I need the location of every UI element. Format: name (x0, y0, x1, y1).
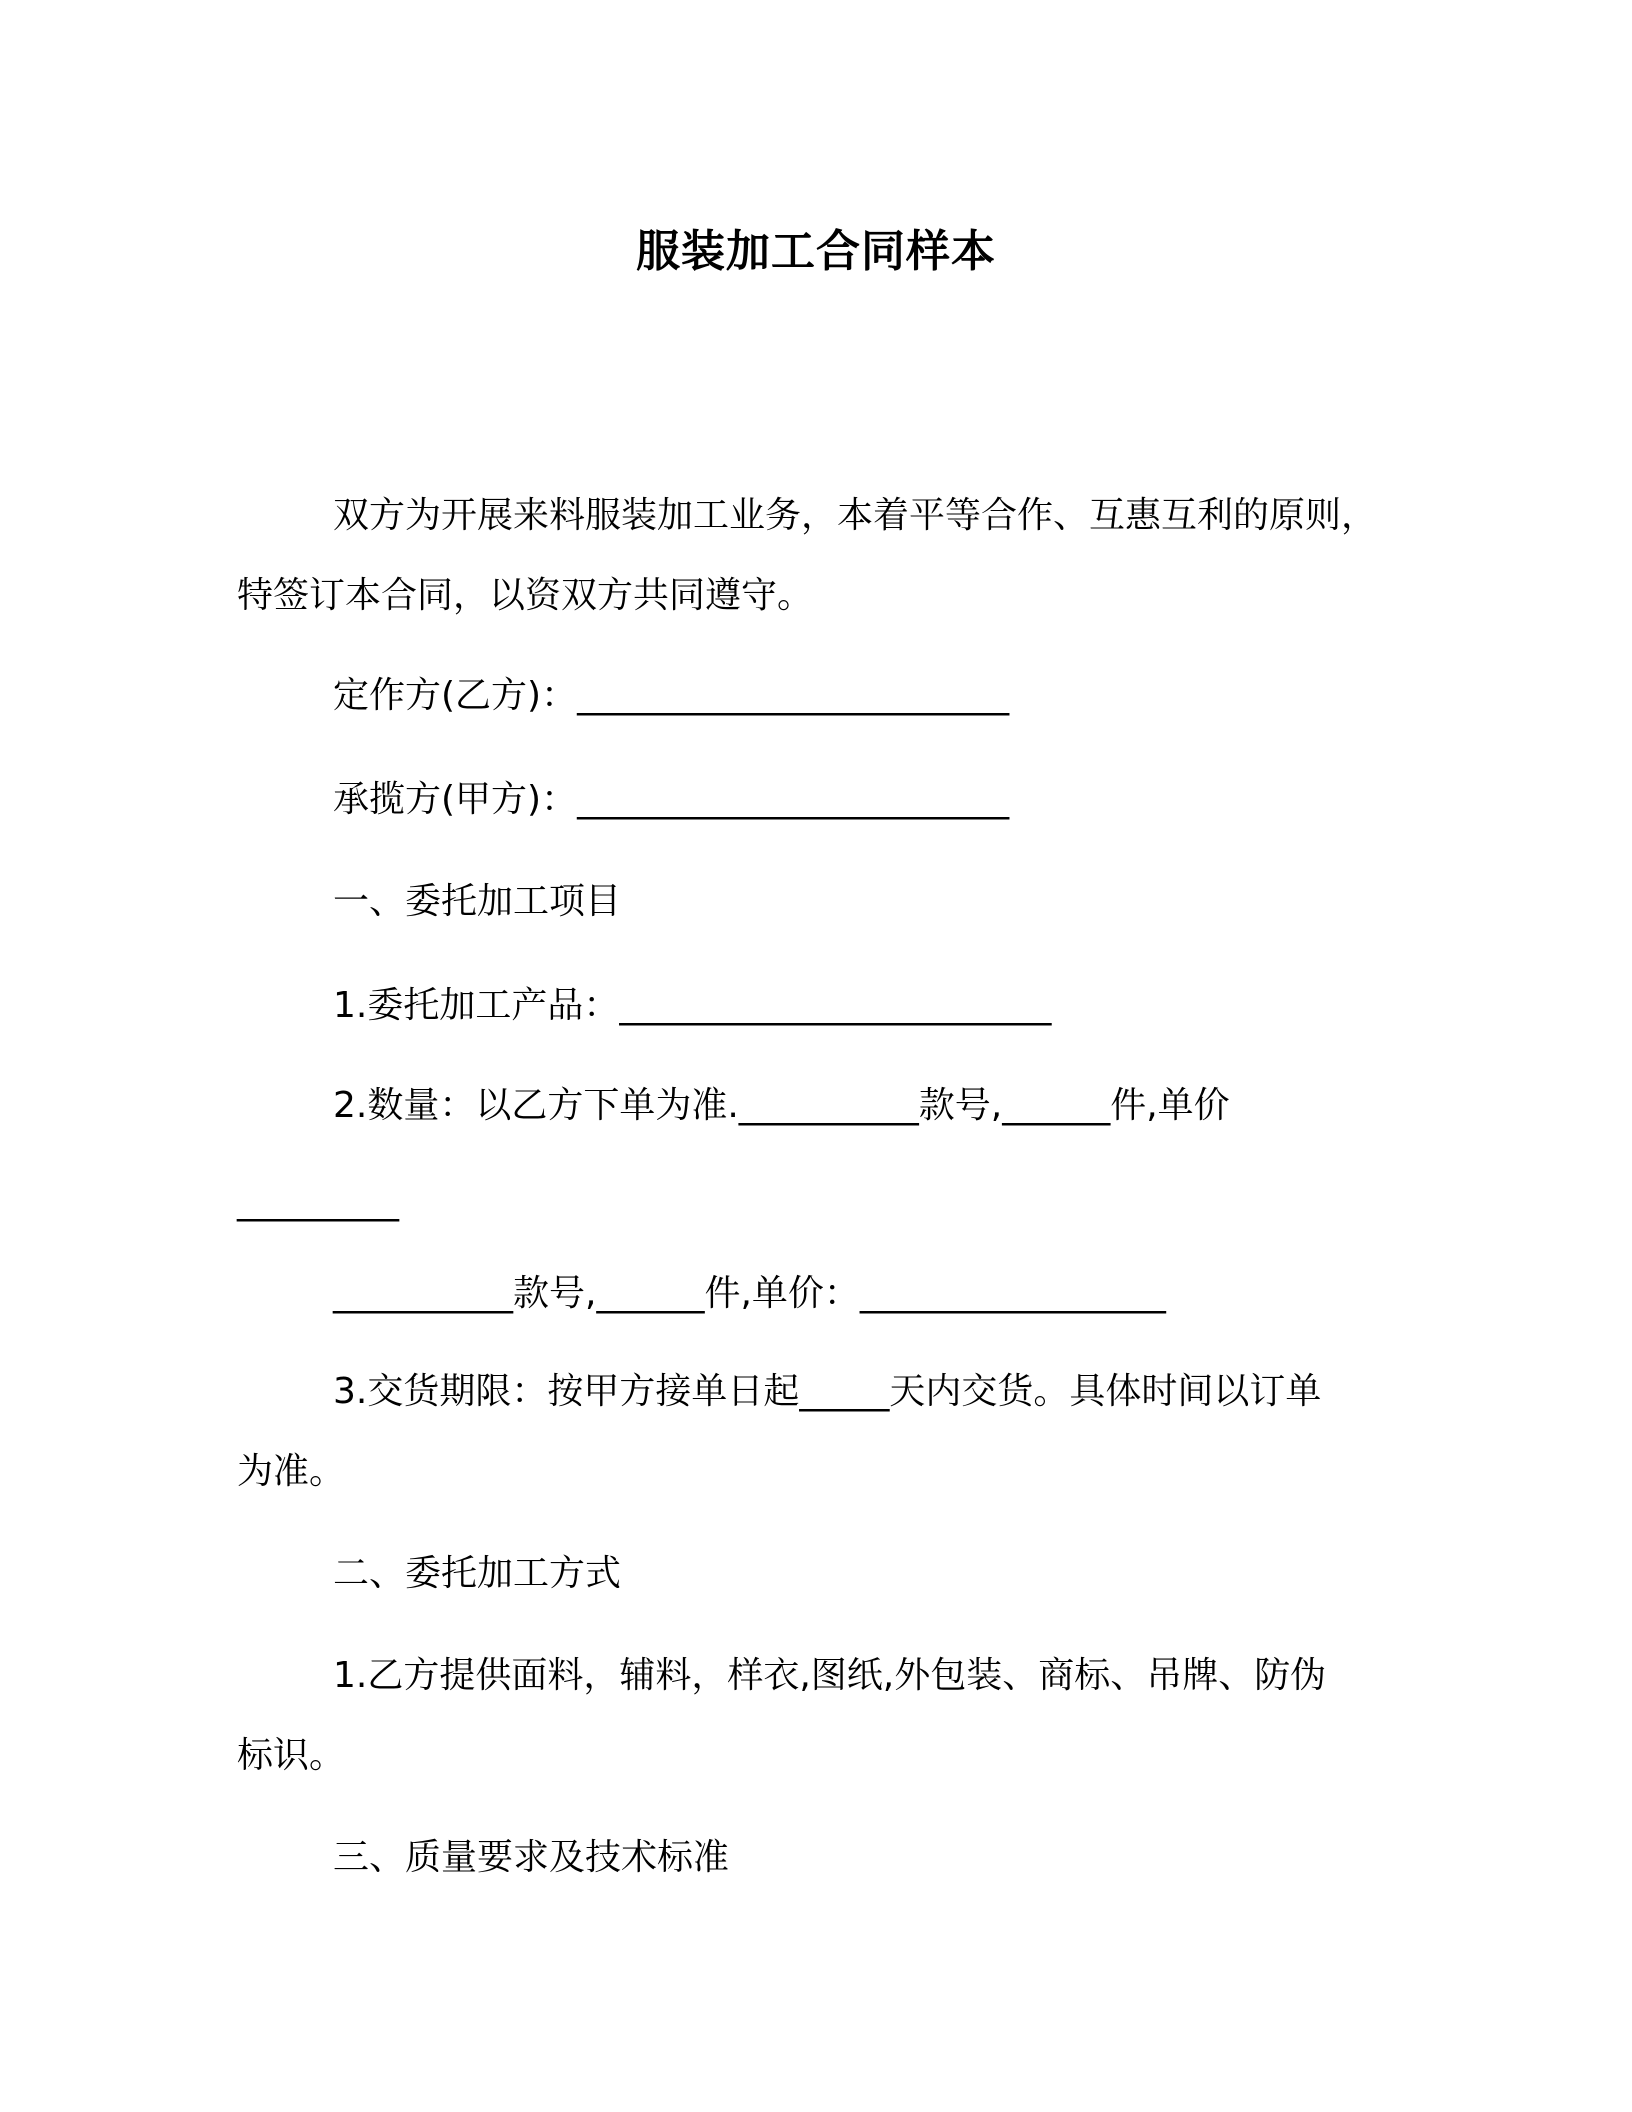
section-1-item-3-line-2: 为准。 (237, 1451, 346, 1492)
section-2-item-1-line-2: 标识。 (237, 1735, 346, 1776)
party-b-field: 定作方(乙方)：________________________ (333, 675, 1010, 716)
party-a-field: 承揽方(甲方)：________________________ (333, 779, 1010, 820)
section-2-heading: 二、委托加工方式 (333, 1553, 622, 1594)
section-1-item-3-line-1: 3.交货期限：按甲方接单日起_____天内交货。具体时间以订单 (333, 1371, 1322, 1412)
section-1-item-2-line-1: 2.数量：以乙方下单为准.__________款号,______件,单价 (333, 1085, 1230, 1126)
section-3-heading: 三、质量要求及技术标准 (333, 1837, 730, 1878)
section-2-item-1-line-1: 1.乙方提供面料，辅料，样衣,图纸,外包装、商标、吊牌、防伪 (333, 1655, 1327, 1696)
section-1-item-2-line-3: __________款号,______件,单价：_________________ (333, 1273, 1166, 1314)
intro-line-1: 双方为开展来料服装加工业务，本着平等合作、互惠互利的原则， (333, 495, 1378, 536)
intro-line-2: 特签订本合同，以资双方共同遵守。 (237, 575, 814, 616)
section-1-heading: 一、委托加工项目 (333, 881, 622, 922)
document-title: 服装加工合同样本 (636, 226, 996, 277)
section-1-item-2-line-2: _________ (237, 1181, 399, 1222)
section-1-item-1: 1.委托加工产品：________________________ (333, 985, 1052, 1026)
